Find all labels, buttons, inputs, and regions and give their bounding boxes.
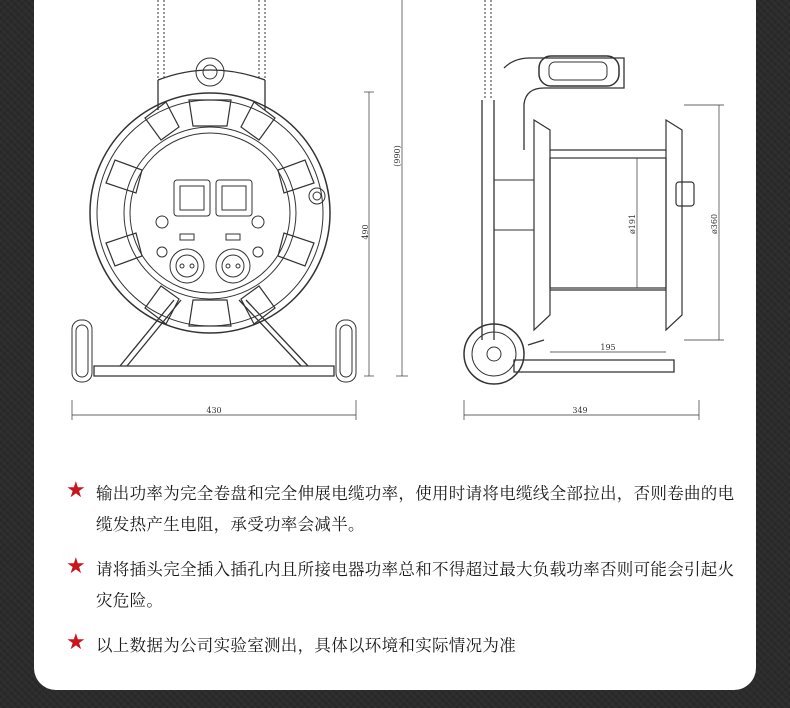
side-frame xyxy=(514,340,674,372)
side-dimensions xyxy=(464,105,724,420)
note-item xyxy=(66,630,736,661)
right-wheel xyxy=(336,320,356,382)
notes-list xyxy=(66,478,736,675)
dim-front-width: 430 xyxy=(206,406,222,415)
left-wheel xyxy=(72,320,92,382)
note-text: 以上数据为公司实验室测出，具体以环境和实际情况为准 xyxy=(96,636,516,655)
socket-faceplate xyxy=(156,180,264,283)
note-item xyxy=(66,554,736,616)
dim-front-height: 490 xyxy=(361,224,370,240)
note-text: 请将插头完全插入插孔内且所接电器功率总和不得超过最大负载功率否则可能会引起火灾危险。 xyxy=(96,560,735,610)
front-handle-rails xyxy=(158,0,265,80)
note-text: 输出功率为完全卷盘和完全伸展电缆功率，使用时请将电缆线全部拉出，否则卷曲的电缆发热产生电阻，承受功率会减半。 xyxy=(96,484,735,534)
star-icon: ★ xyxy=(66,554,86,579)
star-icon: ★ xyxy=(66,630,86,655)
star-icon: ★ xyxy=(66,478,86,503)
note-item xyxy=(66,478,736,540)
side-handle xyxy=(482,0,624,340)
front-frame xyxy=(94,70,334,376)
dim-total-height: (990) xyxy=(393,145,402,167)
side-knob xyxy=(309,188,325,204)
top-knob xyxy=(196,58,224,86)
dim-drum-width: 195 xyxy=(600,343,616,352)
technical-drawing xyxy=(34,0,756,450)
side-drum xyxy=(534,120,694,330)
dim-inner-diameter: ø191 xyxy=(628,213,637,235)
product-card xyxy=(34,0,756,690)
dim-outer-diameter: ø360 xyxy=(710,213,719,235)
dim-side-width: 349 xyxy=(572,406,588,415)
